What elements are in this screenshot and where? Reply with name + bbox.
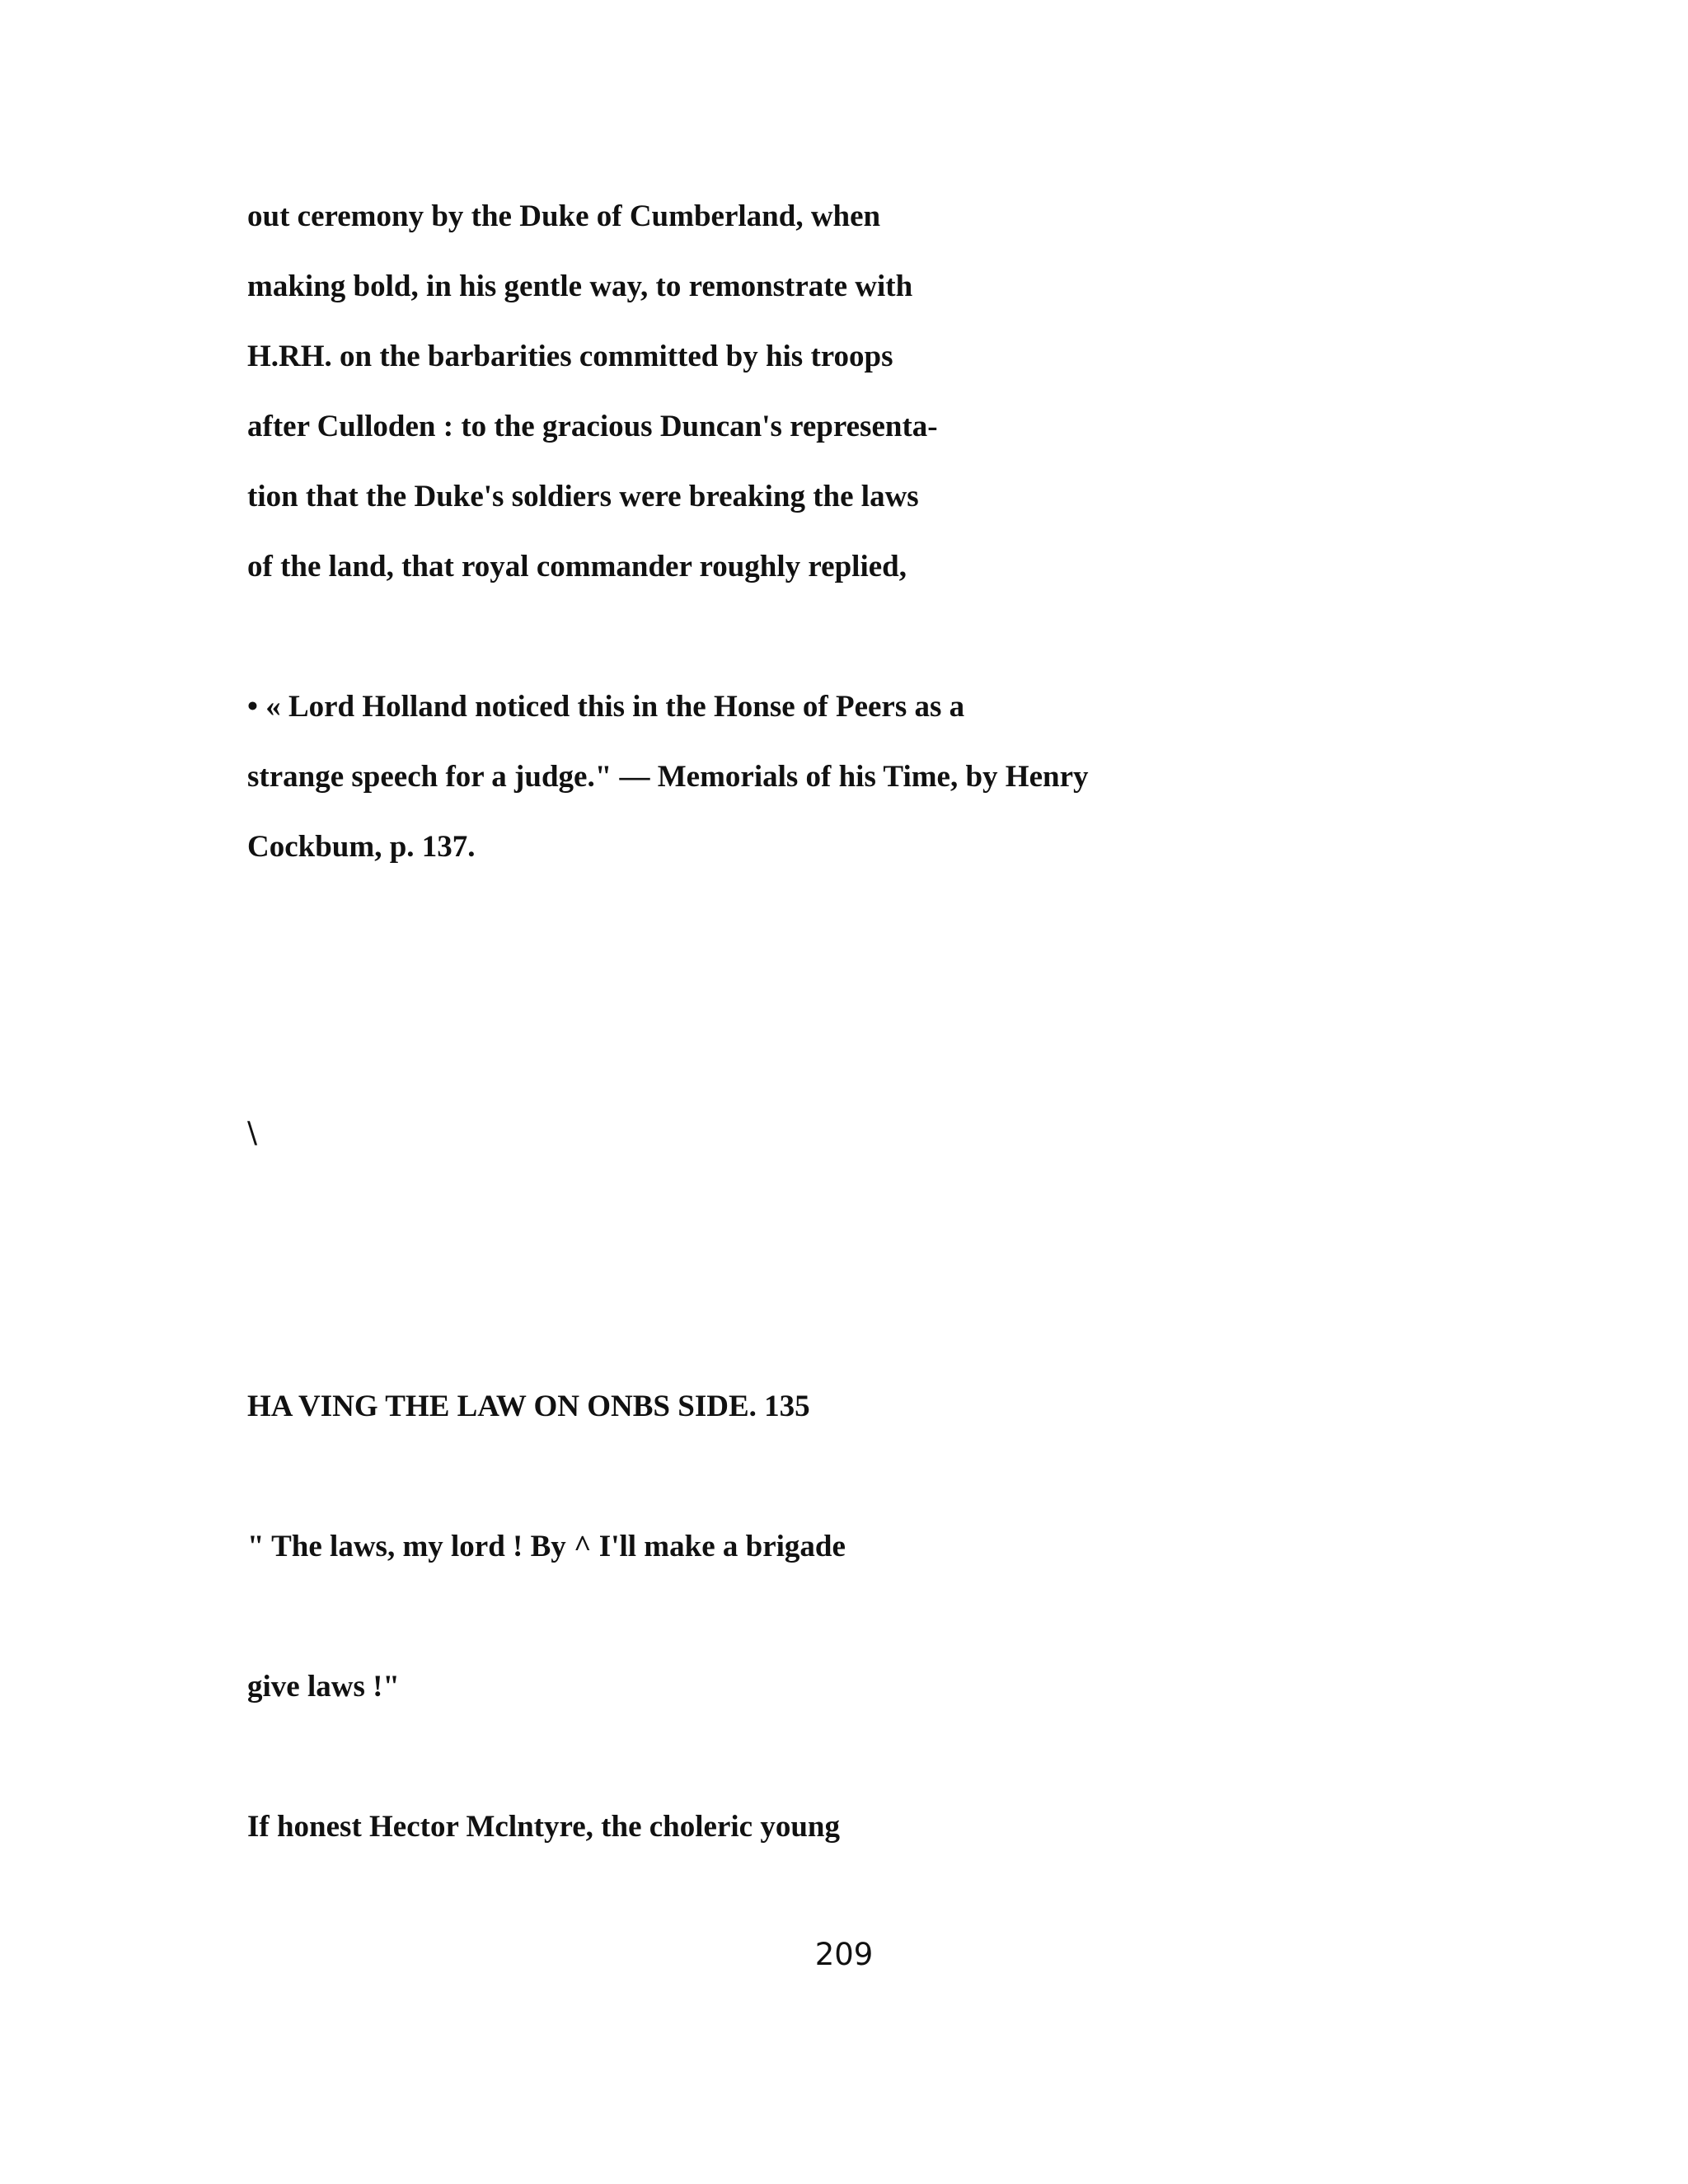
text-line: of the land, that royal commander roughly replied, (247, 550, 907, 583)
footnote-line: Cockbum, p. 137. (247, 830, 476, 864)
running-header: HA VING THE LAW ON ONBS SIDE. 135 (247, 1390, 810, 1423)
text-line: after Culloden : to the gracious Duncan's representa- (247, 410, 938, 443)
text-line: tion that the Duke's soldiers were breaking the laws (247, 480, 919, 513)
text-line: out ceremony by the Duke of Cumberland, when (247, 199, 881, 233)
quote-line: give laws !" (247, 1670, 400, 1704)
text-line: If honest Hector Mclntyre, the choleric young (247, 1810, 840, 1844)
footnote-line: • « Lord Holland noticed this in the Honse of Peers as a (247, 690, 965, 724)
page-number: 209 (814, 1937, 874, 1972)
stray-mark: \ (247, 1116, 258, 1150)
footnote-line: strange speech for a judge." — Memorials of his Time, by Henry (247, 760, 1089, 794)
text-line: making bold, in his gentle way, to remonstrate with (247, 269, 913, 303)
text-line: H.RH. on the barbarities committed by his troops (247, 340, 893, 373)
quote-line: " The laws, my lord ! By ^ I'll make a brigade (247, 1530, 846, 1563)
